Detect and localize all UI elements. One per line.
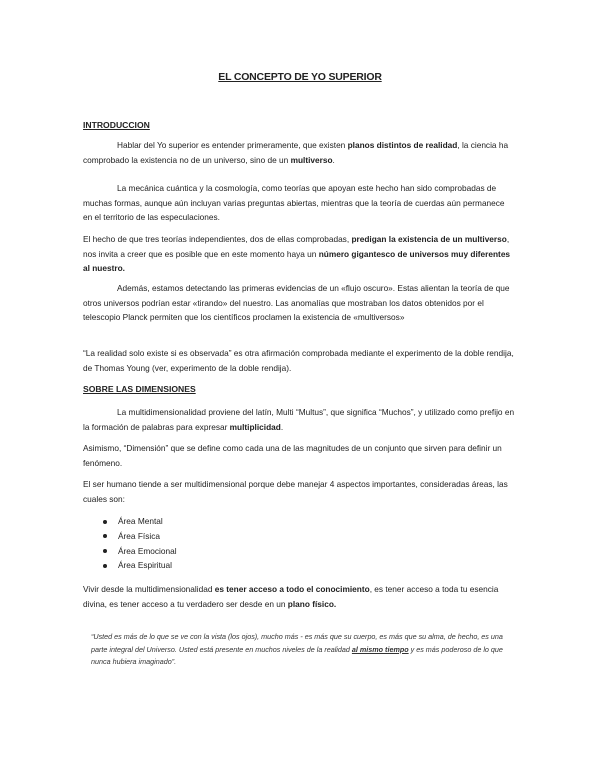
bullet-icon — [103, 564, 107, 568]
paragraph-dark-flow: Además, estamos detectando las primeras evidencias de un «flujo oscuro». Estas alientan la teoría de que otros universos podrían estar «tirando» del nuestro. Las anomalías que mostraban los datos obtenidos por el telescopio Planck permiten que los científicos proclamen la existencia de «multiversos» — [83, 283, 510, 323]
list-item: Área Mental — [103, 514, 177, 529]
paragraph-quantum: La mecánica cuántica y la cosmología, como teorías que apoyan este hecho han sido comprobadas de muchas formas, aunque aún incluyan varias preguntas abiertas, mientras que la teoría de cuerdas aún permanece en el territorio de las especulaciones. — [83, 183, 505, 223]
paragraph-theories: El hecho de que tres teorías independientes, dos de ellas comprobadas, predigan la existencia de un multiverso, nos invita a creer que es posible que en este momento haya un número gigantesco de universos muy diferentes al nuestro. — [83, 234, 511, 274]
paragraph-human-areas: El ser humano tiende a ser multidimensional porque debe manejar 4 aspectos importantes, consideradas áreas, las cuales son: — [83, 479, 508, 504]
list-item: Área Espiritual — [103, 558, 177, 573]
bullet-icon — [103, 549, 107, 553]
paragraph-observed-reality: “La realidad solo existe si es observada” es otra afirmación comprobada mediante el experimento de la doble rendija, de Thomas Young (ver, experimento de la doble rendija). — [83, 348, 514, 373]
paragraph-intro: Hablar del Yo superior es entender primeramente, que existen planos distintos de realidad, la ciencia ha comprobado la existencia no de un universo, sino de un multiverso. — [83, 140, 509, 165]
bullet-icon — [103, 534, 107, 538]
list-item: Área Física — [103, 529, 177, 544]
paragraph-multidimensionality: La multidimensionalidad proviene del latín, Multi “Multus”, que significa “Muchos”, y utilizado como prefijo en la formación de palabras para expresar multiplicidad. — [83, 407, 515, 432]
page-title: EL CONCEPTO DE YO SUPERIOR — [218, 71, 382, 83]
section-heading-dimensiones: SOBRE LAS DIMENSIONES — [83, 384, 196, 394]
section-heading-introduccion: INTRODUCCION — [83, 120, 150, 130]
list-item: Área Emocional — [103, 544, 177, 559]
areas-list — [103, 514, 177, 573]
bullet-icon — [103, 520, 107, 524]
paragraph-dimension-definition: Asimismo, “Dimensión” que se define como cada una de las magnitudes de un conjunto que sirven para definir un fenómeno. — [83, 443, 502, 468]
paragraph-living-multidimensionality: Vivir desde la multidimensionalidad es tener acceso a todo el conocimiento, es tener acceso a toda tu esencia divina, es tener acceso a tu verdadero ser desde en un plano físico. — [83, 584, 499, 609]
closing-quote: “Usted es más de lo que se ve con la vista (los ojos), mucho más - es más que su cuerpo, es más que su alma, de hecho, es una parte integral del Universo. Usted está presente en muchos niveles de la realidad al mismo tiempo y es más poderoso de lo que nunca hubiera imaginado”. — [91, 632, 503, 666]
